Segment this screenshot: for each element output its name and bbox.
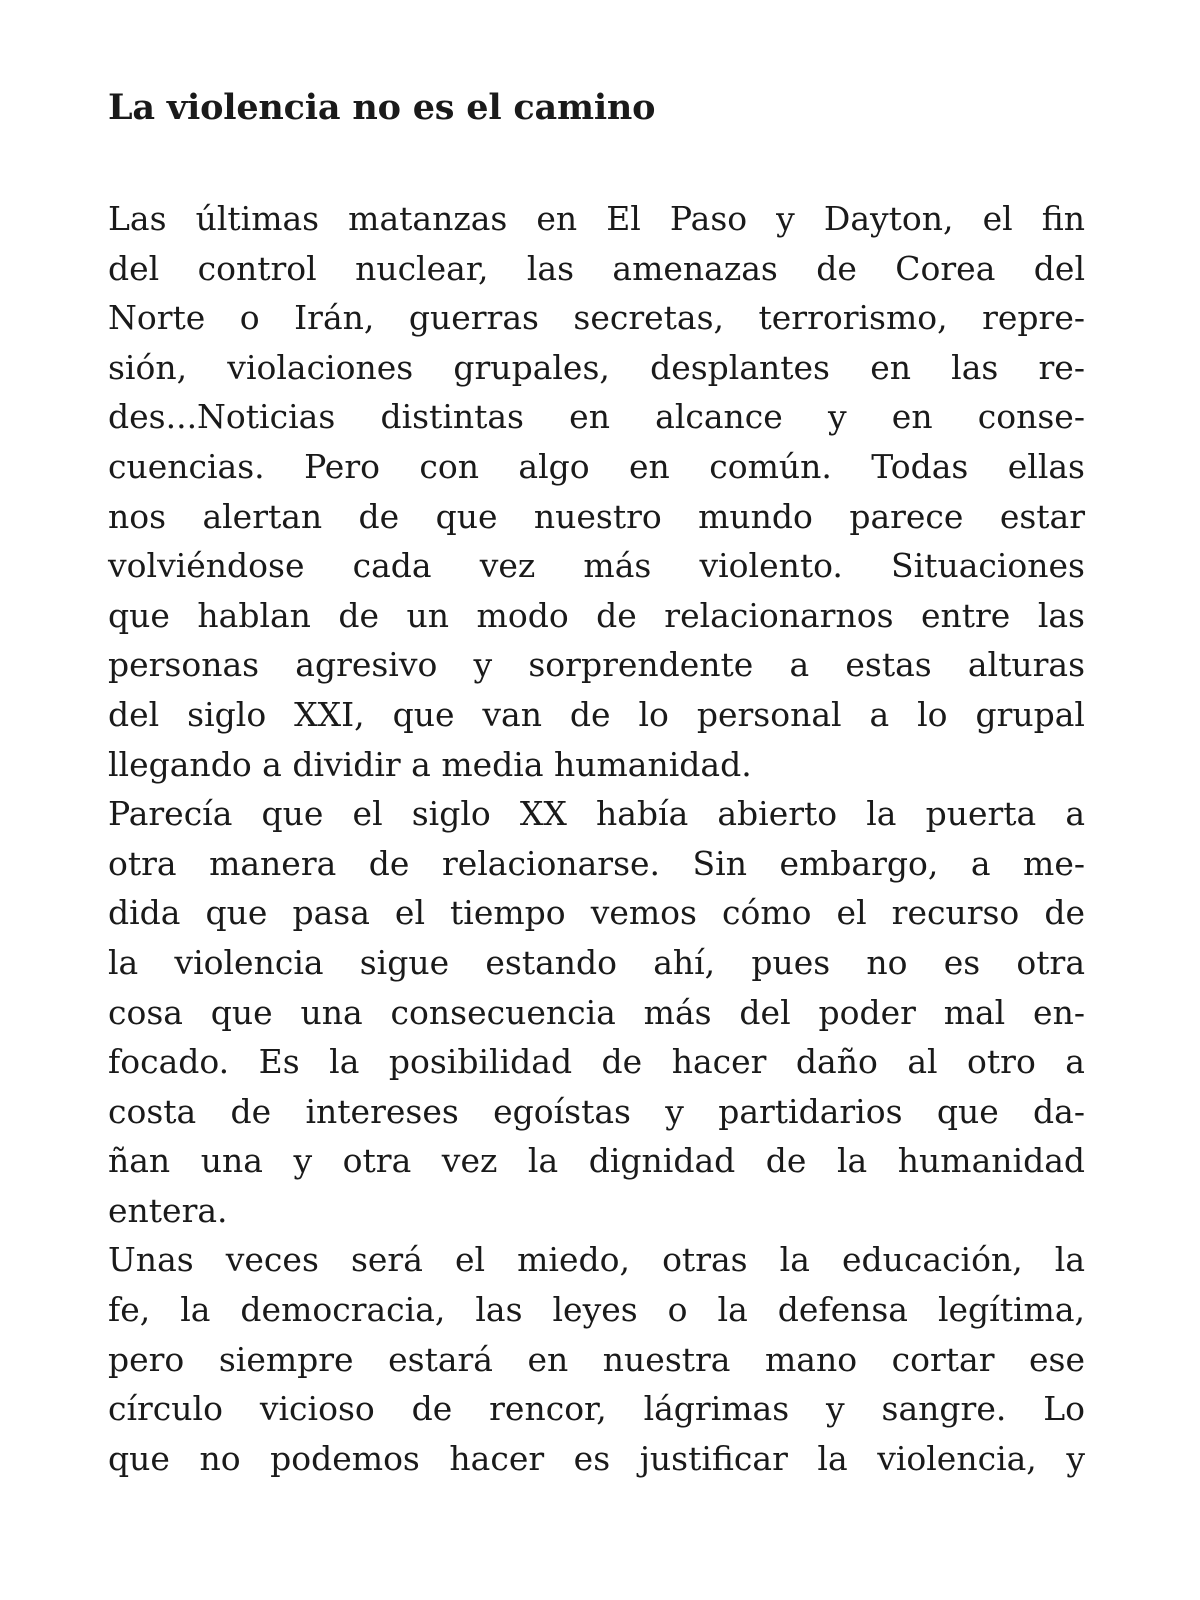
text-line: Unas veces será el miedo, otras la educación, la — [108, 1240, 1085, 1280]
text-line: costa de intereses egoístas y partidarios que da- — [108, 1091, 1085, 1131]
text-line: llegando a dividir a media humanidad. — [108, 744, 752, 784]
paragraph-3 — [108, 1235, 1085, 1483]
text-line: focado. Es la posibilidad de hacer daño al otro a — [108, 1042, 1085, 1082]
text-line: nos alertan de que nuestro mundo parece estar — [108, 496, 1085, 536]
text-line: que hablan de un modo de relacionarnos entre las — [108, 595, 1085, 635]
text-line: otra manera de relacionarse. Sin embargo, a me- — [108, 843, 1085, 883]
text-line: cuencias. Pero con algo en común. Todas ellas — [108, 446, 1085, 486]
article-title: La violencia no es el camino — [108, 87, 656, 128]
text-line: volviéndose cada vez más violento. Situaciones — [108, 546, 1085, 586]
paragraph-1 — [108, 194, 1085, 789]
article — [108, 84, 1085, 1483]
text-line: personas agresivo y sorprendente a estas alturas — [108, 645, 1085, 685]
text-line: la violencia sigue estando ahí, pues no es otra — [108, 942, 1085, 982]
text-line: del control nuclear, las amenazas de Corea del — [108, 248, 1085, 288]
text-line: des...Noticias distintas en alcance y en conse- — [108, 397, 1085, 437]
text-line: que no podemos hacer es justificar la violencia, y — [108, 1438, 1085, 1478]
article-body — [108, 194, 1085, 1483]
text-line: dida que pasa el tiempo vemos cómo el recurso de — [108, 893, 1085, 933]
text-line: entera. — [108, 1190, 228, 1230]
text-line: ñan una y otra vez la dignidad de la humanidad — [108, 1141, 1085, 1181]
text-line: cosa que una consecuencia más del poder mal en- — [108, 992, 1085, 1032]
text-line: fe, la democracia, las leyes o la defensa legítima, — [108, 1290, 1085, 1330]
text-line: pero siempre estará en nuestra mano cortar ese — [108, 1339, 1085, 1379]
text-line: Parecía que el siglo XX había abierto la puerta a — [108, 794, 1085, 834]
text-line: sión, violaciones grupales, desplantes en las re- — [108, 347, 1085, 387]
text-line: Norte o Irán, guerras secretas, terrorismo, repre- — [108, 298, 1085, 338]
paragraph-2 — [108, 789, 1085, 1235]
text-line: Las últimas matanzas en El Paso y Dayton, el fin — [108, 199, 1085, 238]
text-line: del siglo XXI, que van de lo personal a lo grupal — [108, 694, 1085, 734]
text-line: círculo vicioso de rencor, lágrimas y sangre. Lo — [108, 1389, 1085, 1429]
